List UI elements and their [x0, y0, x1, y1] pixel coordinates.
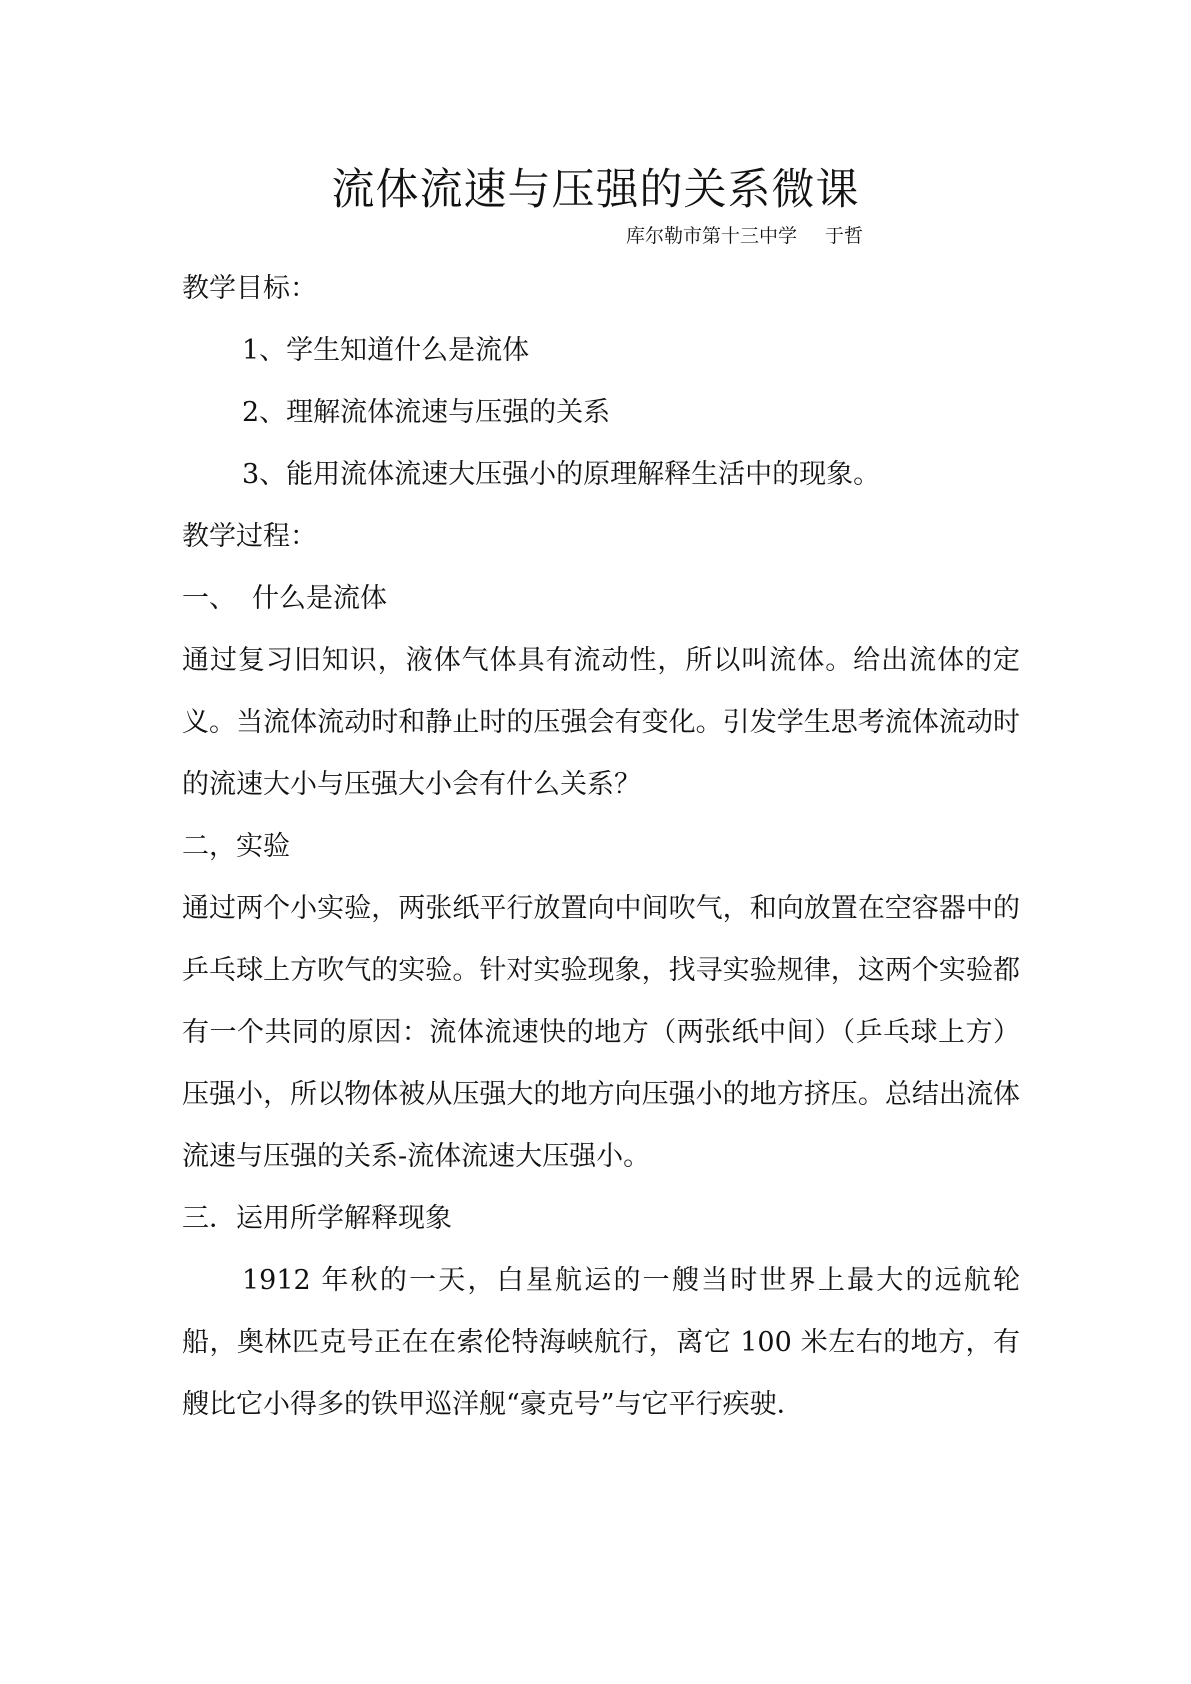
objective-item-1: 1、学生知道什么是流体 — [242, 335, 530, 366]
document-title: 流体流速与压强的关系微课 — [331, 165, 860, 215]
author-school: 库尔勒市第十三中学 — [626, 225, 798, 247]
section-2-paragraph: 通过两个小实验，两张纸平行放置向中间吹气，和向放置在空容器中的乒乓球上方吹气的实验。针对实验现象，找寻实验规律，这两个实验都有一个共同的原因：流体流速快的地方（两张纸中间）（乒乓球上方）压强小，所以物体被从压强大的地方向压强小的地方挤压。总结出流体流速与压强的关系-流体流速大压强小。 — [182, 893, 1020, 1172]
section-1-number: 一、 — [182, 583, 236, 614]
section-3-heading: 三．运用所学解释现象 — [182, 1203, 452, 1234]
objective-item-2: 2、理解流体流速与压强的关系 — [242, 397, 611, 428]
section-3-paragraph: 1912 年秋的一天，白星航运的一艘当时世界上最大的远航轮船，奥林匹克号正在在索伦特海峡航行，离它 100 米左右的地方，有艘比它小得多的铁甲巡洋舰“豪克号”与它平行疾驶． — [182, 1265, 1020, 1420]
section-1-paragraph: 通过复习旧知识，液体气体具有流动性，所以叫流体。给出流体的定义。当流体流动时和静止时的压强会有变化。引发学生思考流体流动时的流速大小与压强大小会有什么关系？ — [182, 645, 1020, 800]
section-1-title: 什么是流体 — [252, 583, 387, 614]
section-1-heading — [182, 568, 1020, 630]
document-body — [182, 258, 1020, 1436]
objective-item-3: 3、能用流体流速大压强小的原理解释生活中的现象。 — [242, 459, 881, 490]
section-2-heading: 二，实验 — [182, 831, 290, 862]
author-name: 于哲 — [825, 225, 864, 247]
objectives-heading: 教学目标： — [182, 273, 317, 304]
author-line — [626, 222, 863, 250]
process-heading: 教学过程： — [182, 521, 317, 552]
